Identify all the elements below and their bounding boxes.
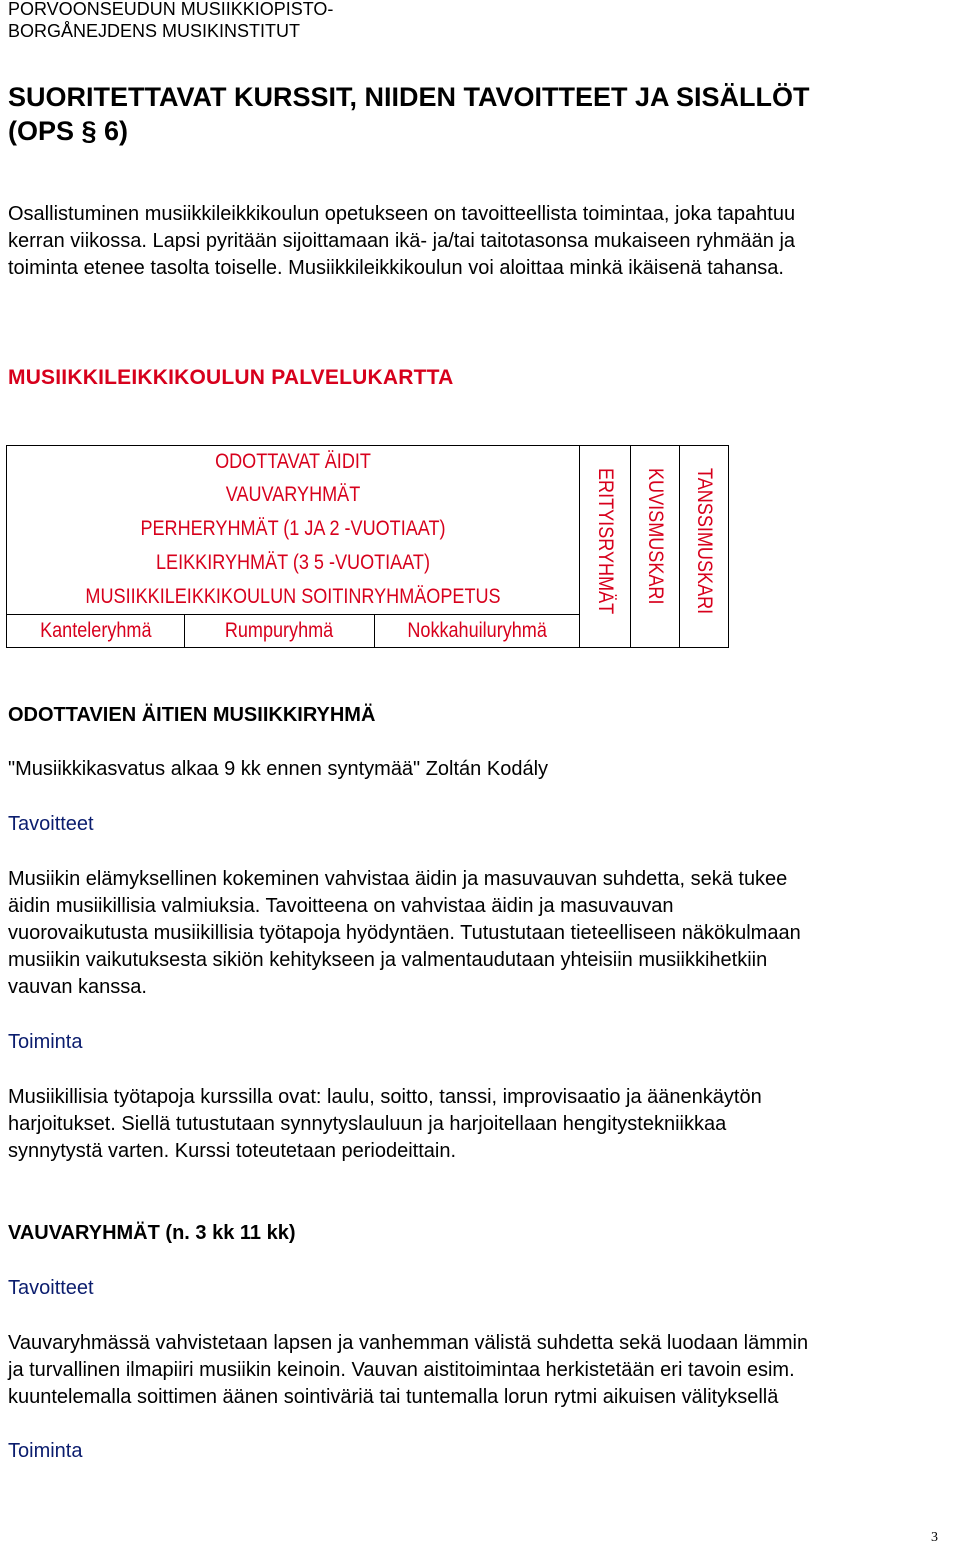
- page-title-line2: (OPS § 6): [8, 116, 129, 146]
- activity-line: harjoitukset. Siellä tutustutaan synnytyslauluun ja harjoitellaan hengitystekniikkaa: [8, 1113, 727, 1135]
- goals-line: Musiikin elämyksellinen kokeminen vahvistaa äidin ja masuvauvan suhdetta, sekä tukee: [8, 868, 788, 890]
- intro-line: kerran viikossa. Lapsi pyritään sijoittamaan ikä- ja/tai taitotasonsa mukaiseen ryhmään ja: [8, 230, 796, 252]
- map-instrument-cells: [7, 614, 579, 648]
- section1-goals: [8, 866, 958, 1001]
- intro-line: toiminta etenee tasolta toiselle. Musiikkileikkikoulun voi aloittaa minkä ikäisenä tahansa.: [8, 257, 784, 279]
- map-row-play-groups: LEIKKIRYHMÄT (3 5 -VUOTIAAT): [156, 551, 430, 574]
- map-cell-recorder: [375, 615, 579, 648]
- goals-line: kuuntelemalla soittimen äänen sointiväriä tai tuntemalla lorun rytmi aikuisen välityksellä: [8, 1386, 779, 1408]
- institution-name-line1: PORVOONSEUDUN MUSIIKKIOPISTO-: [8, 0, 334, 19]
- map-col-art-class: [630, 445, 680, 648]
- goals-line: musiikin vaikutuksesta sikiön kehitykseen ja valmentaudutaan yhteisiin musiikkihetkiin: [8, 949, 768, 971]
- map-cell-kantele-label: Kanteleryhmä: [39, 619, 152, 642]
- page-title-line1: SUORITETTAVAT KURSSIT, NIIDEN TAVOITTEET JA SISÄLLÖT: [8, 82, 810, 112]
- section1-goals-label: Tavoitteet: [8, 813, 94, 835]
- map-col-special-groups-label: ERITYISRYHMÄT: [594, 468, 617, 615]
- section1-activity-label: Toiminta: [8, 1031, 83, 1053]
- map-row-baby-groups: VAUVARYHMÄT: [225, 483, 361, 506]
- section2-goals-label: Tavoitteet: [8, 1277, 94, 1299]
- section2-heading: VAUVARYHMÄT (n. 3 kk 11 kk): [8, 1222, 296, 1244]
- institution-header: [8, 0, 333, 42]
- section2-goals: [8, 1330, 958, 1411]
- activity-line: Musiikillisia työtapoja kurssilla ovat: laulu, soitto, tanssi, improvisaatio ja äänenkäytön: [8, 1086, 762, 1108]
- intro-paragraph: [8, 201, 958, 282]
- section1-activity: [8, 1084, 958, 1165]
- service-map-heading: MUSIIKKILEIKKIKOULUN PALVELUKARTTA: [8, 366, 454, 389]
- service-map-main-box: [6, 445, 580, 648]
- map-col-art-class-label: KUVISMUSKARI: [644, 468, 667, 605]
- map-cell-recorder-label: Nokkahuiluryhmä: [407, 619, 547, 642]
- intro-line: Osallistuminen musiikkileikkikoulun opetukseen on tavoitteellista toimintaa, joka tapahtuu: [8, 203, 796, 225]
- map-cell-kantele: [7, 615, 185, 648]
- map-row-instrument-groups: MUSIIKKILEIKKIKOULUN SOITINRYHMÄOPETUS: [85, 585, 501, 608]
- section1-heading: ODOTTAVIEN ÄITIEN MUSIIKKIRYHMÄ: [8, 704, 376, 726]
- map-col-dance-class: [679, 445, 729, 648]
- page-title: [8, 80, 810, 148]
- goals-line: vuorovaikutusta musiikillisia työtapoja hyödyntäen. Tutustutaan tieteelliseen näkökulmaan: [8, 922, 801, 944]
- map-col-dance-class-label: TANSSIMUSKARI: [693, 468, 716, 615]
- goals-line: äidin musiikillisia valmiuksia. Tavoitteena on vahvistaa äidin ja masuvauvan: [8, 895, 674, 917]
- institution-name-line2: BORGÅNEJDENS MUSIKINSTITUT: [8, 21, 301, 41]
- map-cell-drum-label: Rumpuryhmä: [225, 619, 334, 642]
- goals-line: vauvan kanssa.: [8, 976, 147, 998]
- section2-activity-label: Toiminta: [8, 1440, 83, 1462]
- section1-quote: "Musiikkikasvatus alkaa 9 kk ennen syntymää" Zoltán Kodály: [8, 758, 549, 780]
- goals-line: ja turvallinen ilmapiiri musiikin keinoin. Vauvan aistitoimintaa herkistetään eri tavoin esim.: [8, 1359, 795, 1381]
- map-row-family-groups: PERHERYHMÄT (1 JA 2 -VUOTIAAT): [140, 517, 446, 540]
- map-row-expecting-mothers: ODOTTAVAT ÄIDIT: [215, 450, 371, 473]
- activity-line: synnytystä varten. Kurssi toteutetaan periodeittain.: [8, 1140, 457, 1162]
- goals-line: Vauvaryhmässä vahvistetaan lapsen ja vanhemman välistä suhdetta sekä luodaan lämmin: [8, 1332, 809, 1354]
- map-cell-drum: [185, 615, 375, 648]
- map-col-special-groups: [579, 445, 631, 648]
- page-number: 3: [931, 1530, 938, 1545]
